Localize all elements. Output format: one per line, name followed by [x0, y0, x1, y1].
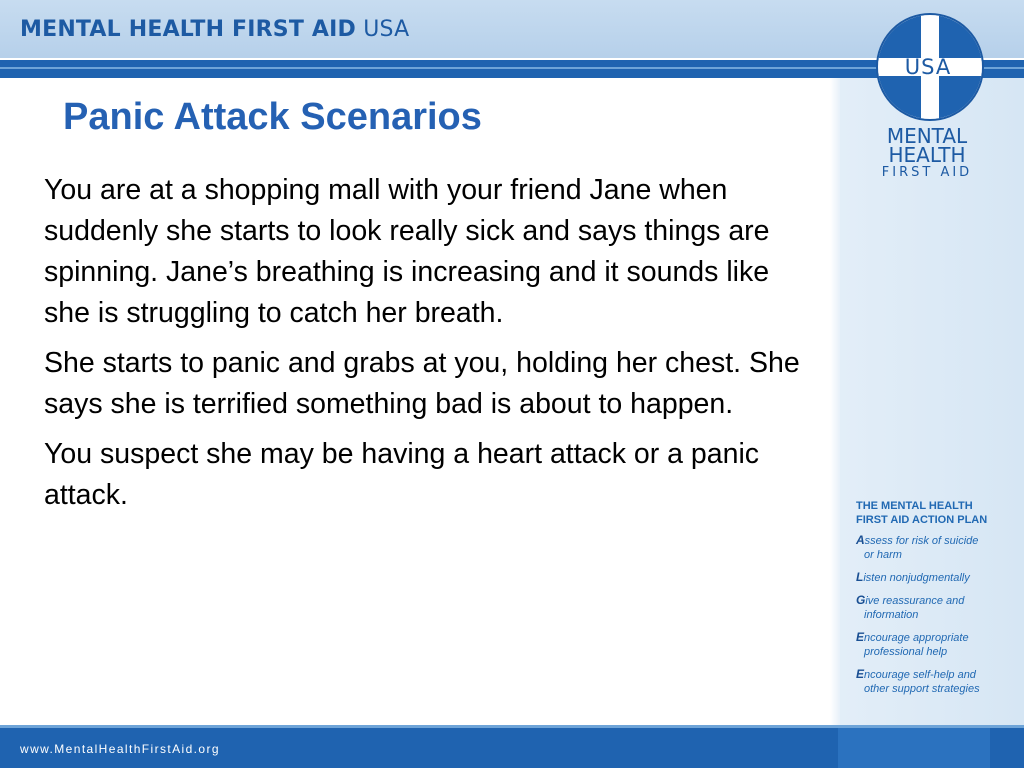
- action-plan-title-line-1: THE MENTAL HEALTH: [856, 500, 973, 512]
- action-plan-text: ncourage self-help and: [864, 669, 976, 681]
- footer-band: [0, 728, 1024, 768]
- action-plan-item: [856, 630, 1016, 659]
- header-stripe-highlight: [0, 67, 1024, 69]
- sidebar-edge: [830, 78, 840, 728]
- action-plan-letter: G: [856, 593, 866, 607]
- action-plan: [856, 499, 1016, 704]
- action-plan-item: [856, 593, 1016, 622]
- action-plan-letter: E: [856, 630, 865, 644]
- header-band: [0, 0, 1024, 58]
- action-plan-text: ncourage appropriate: [864, 632, 969, 644]
- action-plan-item: [856, 533, 1016, 562]
- logo-line-1: MENTAL: [886, 124, 968, 148]
- action-plan-letter: E: [856, 667, 865, 681]
- action-plan-title-line-2: FIRST AID ACTION PLAN: [856, 514, 988, 526]
- action-plan-letter: A: [856, 533, 865, 547]
- header-stripe: [0, 60, 1024, 78]
- logo-line-2: HEALTH: [888, 143, 966, 167]
- action-plan-text-cont: or harm: [864, 549, 902, 561]
- action-plan-text-cont: other support strategies: [864, 683, 980, 695]
- footer-accent-block: [838, 728, 990, 768]
- scenario-paragraph-1: You are at a shopping mall with your friend Jane when suddenly she starts to look really sick and says things are spinning. Jane’s breathing is increasing and it sounds like she is struggling to catch her breath.: [44, 174, 770, 329]
- action-plan-text-cont: information: [864, 609, 919, 621]
- scenario-text: [44, 170, 810, 525]
- action-plan-item: [856, 667, 1016, 696]
- action-plan-item: [856, 570, 1016, 585]
- footer-website-link[interactable]: www.MentalHealthFirstAid.org: [20, 742, 220, 756]
- action-plan-text: ssess for risk of suicide: [864, 535, 979, 547]
- slide-title: Panic Attack Scenarios: [63, 96, 482, 138]
- action-plan-letter: L: [856, 570, 864, 584]
- action-plan-text: isten nonjudgmentally: [863, 572, 970, 584]
- logo-wordmark: [860, 124, 994, 180]
- brand-usa-text: USA: [363, 17, 410, 42]
- brand-bold-text: MENTAL HEALTH FIRST AID: [20, 17, 356, 42]
- logo-badge-text: USA: [904, 55, 952, 79]
- scenario-paragraph-3: You suspect she may be having a heart attack or a panic attack.: [44, 438, 760, 511]
- action-plan-title: [856, 499, 1016, 527]
- action-plan-text-cont: professional help: [864, 646, 948, 658]
- action-plan-text: ive reassurance and: [865, 595, 965, 607]
- scenario-paragraph-2: She starts to panic and grabs at you, holding her chest. She says she is terrified something bad is about to happen.: [44, 347, 800, 420]
- brand-wordmark: [20, 17, 409, 42]
- logo-line-3: FIRST AID: [881, 165, 973, 180]
